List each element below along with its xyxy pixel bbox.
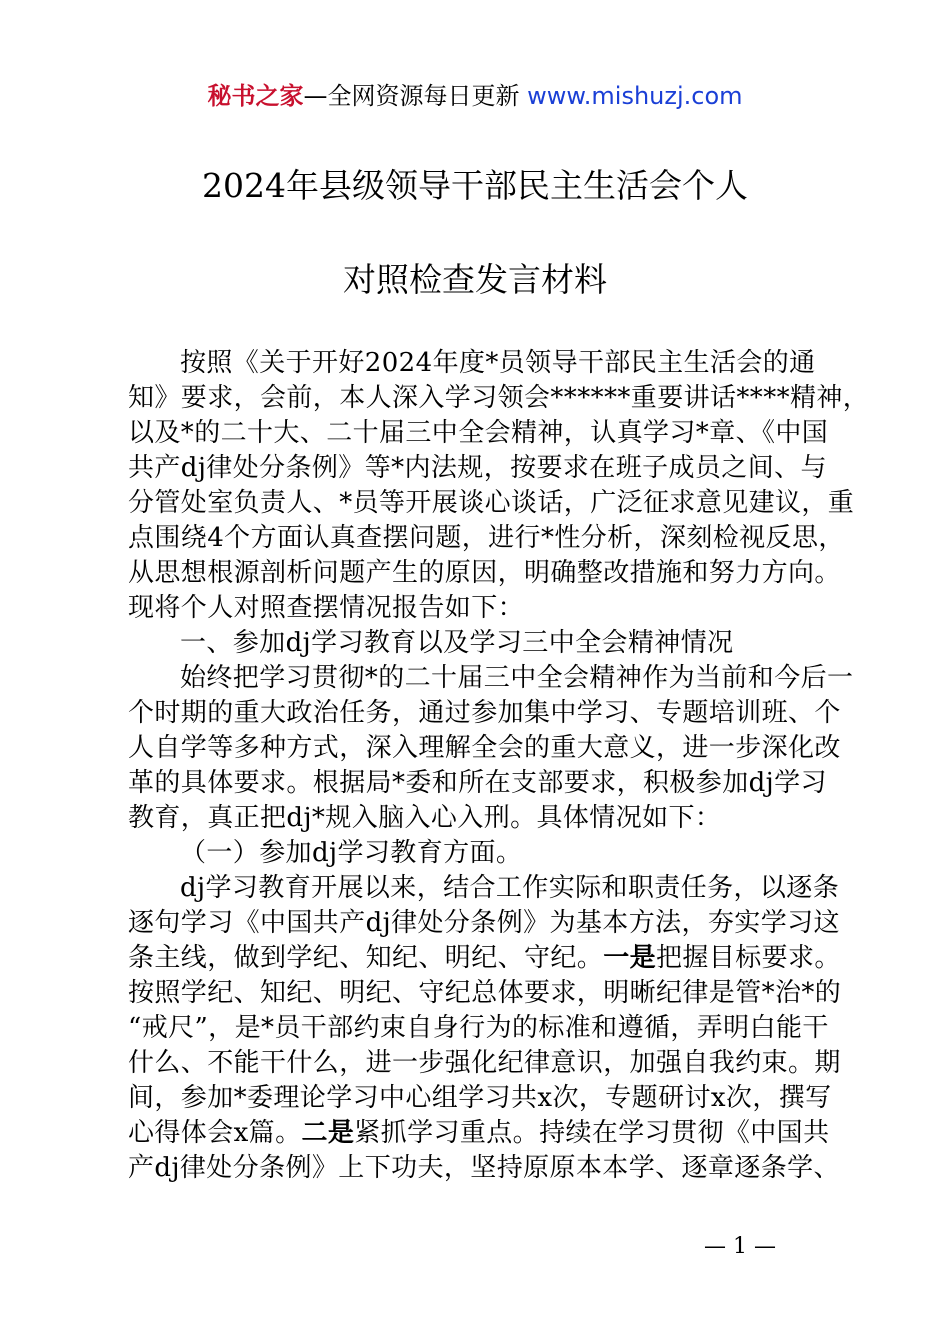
paragraph-line: 始终把学习贯彻*的二十届三中全会精神作为当前和今后一 <box>180 663 854 693</box>
header-url-link[interactable]: www.mishuzj.com <box>527 82 743 110</box>
section-heading-1: 一、参加dj学习教育以及学习三中全会精神情况 <box>180 628 734 658</box>
paragraph-line: 点围绕4个方面认真查摆问题，进行*性分析，深刻检视反思， <box>128 523 845 553</box>
paragraph-line: 人自学等多种方式，深入理解全会的重大意义，进一步深化改 <box>128 733 841 763</box>
paragraph-line: 什么、不能干什么，进一步强化纪律意识，加强自我约束。期 <box>128 1048 841 1078</box>
page-number: — 1 — <box>704 1234 776 1259</box>
text-run: 心得体会x篇。 <box>128 1118 302 1148</box>
paragraph-line: 现将个人对照查摆情况报告如下： <box>128 593 525 623</box>
brand-name: 秘书之家 <box>207 82 304 110</box>
paragraph-line: 革的具体要求。根据局*委和所在支部要求，积极参加dj学习 <box>128 768 827 798</box>
subsection-heading-1: （一）参加dj学习教育方面。 <box>180 838 523 868</box>
document-title-line-2: 对照检查发言材料 <box>343 260 607 299</box>
paragraph-line <box>128 1116 832 1151</box>
paragraph-line: 按照学纪、知纪、明纪、守纪总体要求，明晰纪律是管*治*的 <box>128 978 842 1008</box>
bold-marker: 二是 <box>301 1118 355 1148</box>
text-run: 把握目标要求。 <box>656 943 841 973</box>
paragraph-line: 间，参加*委理论学习中心组学习共x次，专题研讨x次，撰写 <box>128 1083 832 1113</box>
header-tagline: —全网资源每日更新 <box>303 82 520 110</box>
document-body <box>128 346 870 1186</box>
paragraph-line: 逐句学习《中国共产dj律处分条例》为基本方法，夯实学习这 <box>128 908 840 938</box>
paragraph-line: 产dj律处分条例》上下功夫，坚持原原本本学、逐章逐条学、 <box>128 1153 840 1183</box>
bold-marker: 一是 <box>603 943 657 973</box>
text-run: 条主线，做到学纪、知纪、明纪、守纪。 <box>128 943 604 973</box>
paragraph-line: dj学习教育开展以来，结合工作实际和职责任务，以逐条 <box>180 873 840 903</box>
paragraph-line <box>128 941 841 976</box>
paragraph-line: 教育，真正把dj*规入脑入心入刑。具体情况如下： <box>128 803 722 833</box>
paragraph-line: “戒尺”，是*员干部约束自身行为的标准和遵循，弄明白能干 <box>128 1013 829 1043</box>
paragraph-line: 按照《关于开好2024年度*员领导干部民主生活会的通 <box>180 348 816 378</box>
paragraph-line: 以及*的二十大、二十届三中全会精神，认真学习*章、《中国 <box>128 418 829 448</box>
document-title-line-1: 2024年县级领导干部民主生活会个人 <box>202 166 748 205</box>
paragraph-line: 知》要求，会前，本人深入学习领会******重要讲话****精神， <box>128 383 870 413</box>
text-run: 紧抓学习重点。持续在学习贯彻《中国共 <box>354 1118 830 1148</box>
site-header <box>0 80 950 112</box>
paragraph-line: 分管处室负责人、*员等开展谈心谈话，广泛征求意见建议，重 <box>128 488 855 518</box>
paragraph-line: 共产dj律处分条例》等*内法规，按要求在班子成员之间、与 <box>128 453 827 483</box>
paragraph-line: 从思想根源剖析问题产生的原因，明确整改措施和努力方向。 <box>128 558 841 588</box>
paragraph-line: 个时期的重大政治任务，通过参加集中学习、专题培训班、个 <box>128 698 841 728</box>
